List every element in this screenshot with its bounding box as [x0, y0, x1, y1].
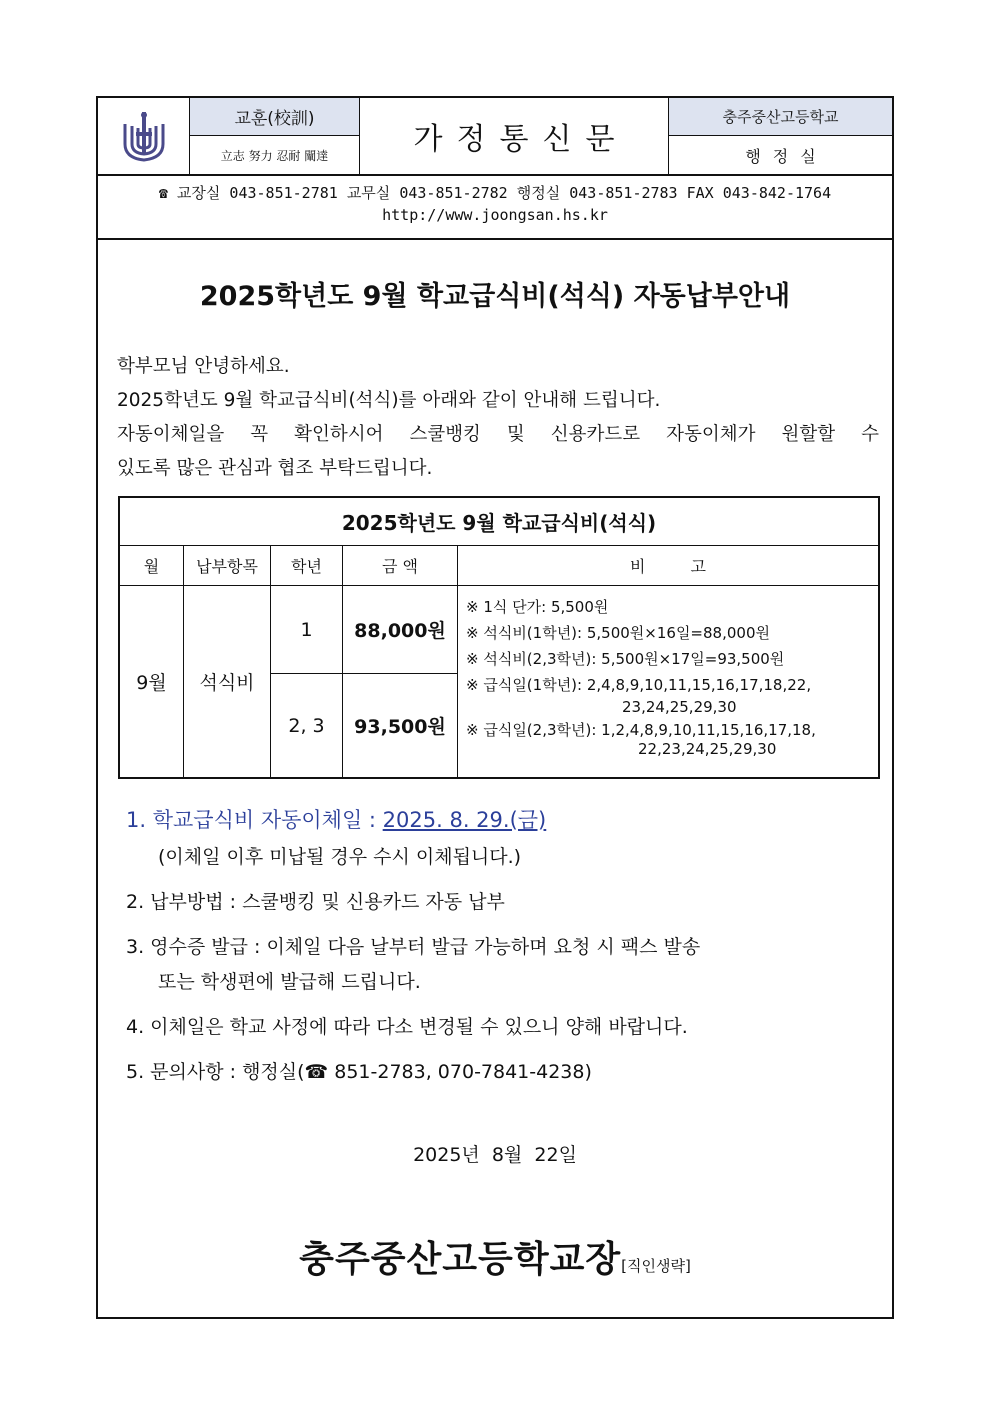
header-amount: 금 액: [343, 546, 458, 586]
newsletter-title: 가정통신문: [360, 98, 669, 174]
header-remarks: 비 고: [458, 546, 878, 586]
table-title: 2025학년도 9월 학교급식비(석식): [120, 498, 878, 546]
newsletter-frame: [96, 96, 894, 1319]
remarks-cell: [458, 586, 870, 777]
notice-payment-method: 2. 납부방법 : 스쿨뱅킹 및 신용카드 자동 납부: [126, 891, 505, 913]
remark-days-grade1-cont: 23,24,25,29,30: [622, 698, 737, 716]
remark-days-grade23-cont: 22,23,24,25,29,30: [638, 740, 777, 758]
office-name: 행정실: [745, 146, 828, 166]
header-month: 월: [120, 546, 184, 586]
signature-block: [98, 1231, 892, 1282]
notice-receipt-cont: 또는 학생편에 발급해 드립니다.: [158, 971, 421, 993]
intro-line: 2025학년도 9월 학교급식비(석식)를 아래와 같이 안내해 드립니다.: [117, 390, 661, 411]
school-logo: [98, 98, 190, 174]
header: [98, 98, 892, 176]
fee-table: [118, 496, 880, 779]
remark-days-grade1: ※ 급식일(1학년): 2,4,8,9,10,11,15,16,17,18,22,: [466, 676, 812, 694]
school-emblem-icon: [121, 110, 167, 162]
phone-numbers: ☎ 교장실 043-851-2781 교무실 043-851-2782 행정실 043-851-2783 FAX 043-842-1764: [158, 184, 832, 202]
notice-receipt: 3. 영수증 발급 : 이체일 다음 날부터 발급 가능하며 요청 시 팩스 발송: [126, 936, 701, 958]
notice-inquiry: 5. 문의사항 : 행정실(☎ 851-2783, 070-7841-4238): [126, 1061, 592, 1083]
document-title: 2025학년도 9월 학교급식비(석식) 자동납부안내: [199, 281, 791, 312]
issue-date: 2025년 8월 22일: [413, 1144, 577, 1166]
remark-fee-grade1: ※ 석식비(1학년): 5,500원×16일=88,000원: [466, 624, 770, 642]
signer-name: 충주중산고등학교장: [299, 1238, 622, 1280]
amount-cell: 93,500원: [343, 674, 458, 777]
greeting: 학부모님 안녕하세요.: [117, 356, 290, 377]
amount-cell: 88,000원: [343, 586, 458, 674]
request-line-1: 자동이체일을 꼭 확인하시어 스쿨뱅킹 및 신용카드로 자동이체가 원할할 수: [117, 424, 879, 445]
notice-list: [126, 804, 866, 1084]
month-cell: 9월: [120, 586, 184, 777]
website-link[interactable]: http://www.joongsan.hs.kr: [382, 206, 608, 224]
stamp-note: [직인생략]: [621, 1257, 691, 1275]
transfer-date-label: 1. 학교급식비 자동이체일 :: [126, 808, 383, 832]
item-cell: 석식비: [184, 586, 271, 777]
notice-transfer-date: [126, 804, 866, 834]
remark-days-grade23: ※ 급식일(2,3학년): 1,2,4,8,9,10,11,15,16,17,18,: [466, 721, 816, 739]
header-item: 납부항목: [184, 546, 271, 586]
request-line-2: 있도록 많은 관심과 협조 부탁드립니다.: [117, 458, 433, 479]
grade-cell: 1: [271, 586, 343, 674]
motto-text: 立志 努力 忍耐 闡達: [190, 136, 360, 174]
transfer-date: 2025. 8. 29.(금): [382, 808, 547, 832]
contact-info: [98, 174, 892, 240]
transfer-note: (이체일 이후 미납될 경우 수시 이체됩니다.): [158, 846, 522, 868]
intro-text: [117, 350, 879, 486]
notice-date-change: 4. 이체일은 학교 사정에 따라 다소 변경될 수 있으니 양해 바랍니다.: [126, 1016, 688, 1038]
grade-cell: 2, 3: [271, 674, 343, 777]
motto-label: 교훈(校訓): [190, 98, 360, 136]
remark-unit-price: ※ 1식 단가: 5,500원: [466, 598, 609, 616]
header-grade: 학년: [271, 546, 343, 586]
remark-fee-grade23: ※ 석식비(2,3학년): 5,500원×17일=93,500원: [466, 650, 785, 668]
school-name: 충주중산고등학교: [669, 98, 892, 136]
